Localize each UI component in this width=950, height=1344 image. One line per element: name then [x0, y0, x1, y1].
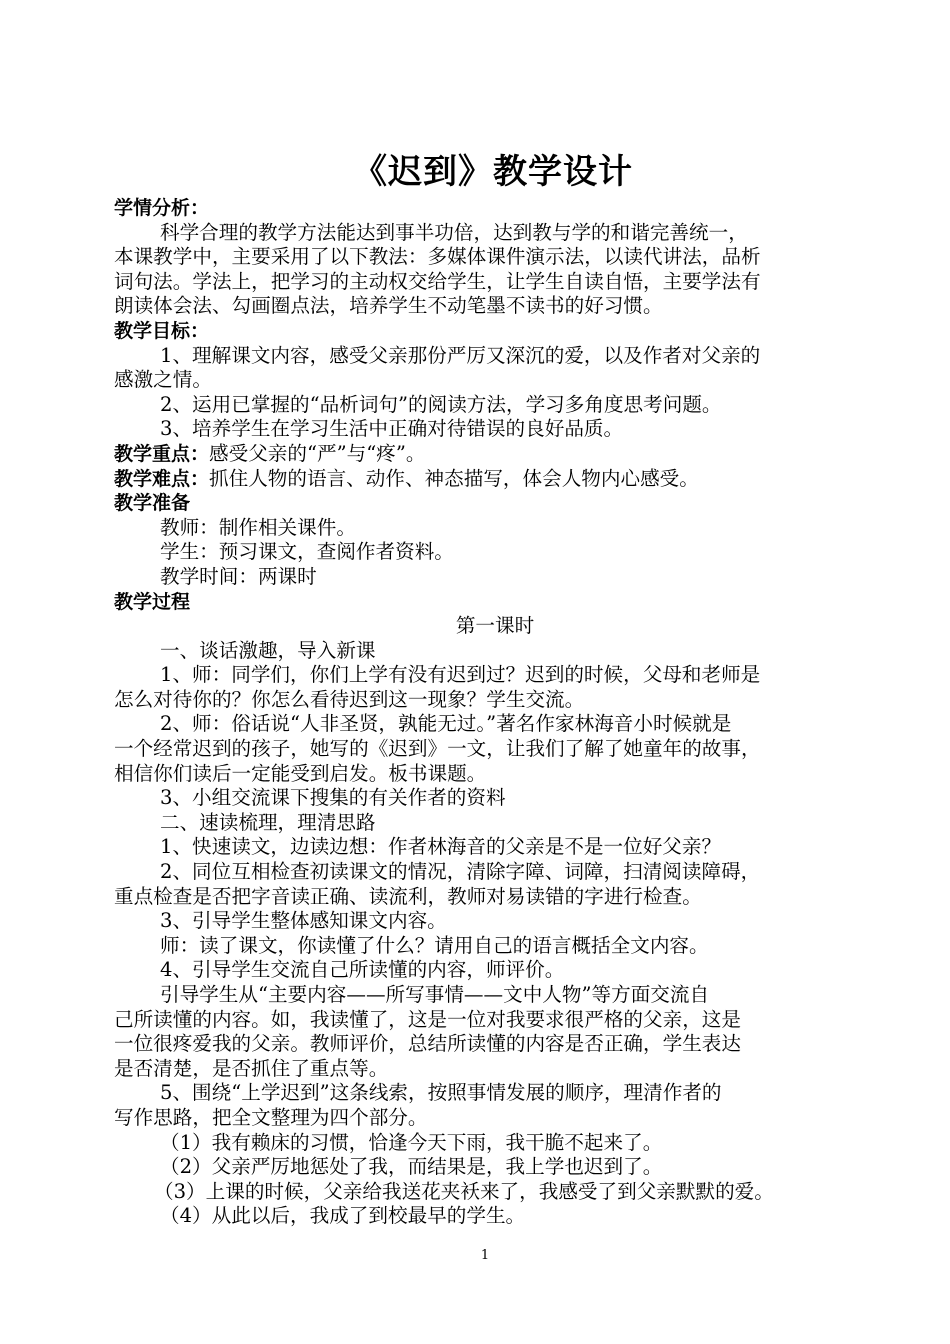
list-item: （1）我有赖床的习惯，恰逢今天下雨，我干脆不起来了。 [160, 1130, 663, 1154]
key-point-text: 感受父亲的“严”与“疼”。 [209, 441, 426, 465]
paragraph-line: 词句法。学法上，把学习的主动权交给学生，让学生自读自悟，主要学法有 [114, 269, 761, 293]
paragraph-line: 教师：制作相关课件。 [160, 515, 356, 539]
paragraph-line: 感激之情。 [114, 368, 212, 392]
paragraph-line: 一个经常迟到的孩子，她写的《迟到》一文，让我们了解了她童年的故事， [114, 737, 761, 761]
paragraph-line: 是否清楚，是否抓住了重点等。 [114, 1056, 389, 1080]
paragraph-line: 2、运用已掌握的“品析词句”的阅读方法，学习多角度思考问题。 [160, 392, 722, 416]
paragraph-line: 2、师：俗话说“人非圣贤，孰能无过。”著名作家林海音小时候就是 [160, 712, 732, 736]
paragraph-line: 3、培养学生在学习生活中正确对待错误的良好品质。 [160, 417, 624, 441]
paragraph-line: 己所读懂的内容。如，我读懂了，这是一位对我要求很严格的父亲，这是 [114, 1007, 741, 1031]
paragraph-line: 一位很疼爱我的父亲。教师评价，总结所读懂的内容是否正确，学生表达 [114, 1032, 741, 1056]
paragraph-line: 4、引导学生交流自己所读懂的内容，师评价。 [160, 958, 565, 982]
list-item: （2）父亲严厉地惩处了我，而结果是，我上学也迟到了。 [160, 1155, 663, 1179]
section-heading-goals: 教学目标： [114, 319, 210, 342]
paragraph-line: 3、引导学生整体感知课文内容。 [160, 909, 447, 933]
paragraph-line: 怎么对待你的？你怎么看待迟到这一现象？学生交流。 [114, 687, 585, 711]
paragraph-line: 学生：预习课文，查阅作者资料。 [160, 540, 454, 564]
paragraph-line: 1、理解课文内容，感受父亲那份严厉又深沉的爱，以及作者对父亲的 [160, 343, 761, 367]
paragraph-line: 1、快速读文，边读边想：作者林海音的父亲是不是一位好父亲？ [160, 835, 722, 859]
key-point-line [114, 442, 876, 467]
paragraph-line: 科学合理的教学方法能达到事半功倍，达到教与学的和谐完善统一， [160, 220, 748, 244]
list-item: （4）从此以后，我成了到校最早的学生。 [160, 1204, 526, 1228]
paragraph-line: 相信你们读后一定能受到启发。板书课题。 [114, 761, 487, 785]
paragraph-line: 重点检查是否把字音读正确、读流利，教师对易读错的字进行检查。 [114, 884, 702, 908]
section-heading-preparation: 教学准备 [114, 492, 191, 515]
lesson-subheading: 第一课时 [455, 614, 535, 638]
paragraph-line: 5、围绕“上学迟到”这条线索，按照事情发展的顺序，理清作者的 [160, 1081, 722, 1105]
section-heading-process: 教学过程 [114, 590, 191, 613]
paragraph-line: 教学时间：两课时 [160, 564, 317, 588]
paragraph-line: 1、师：同学们，你们上学有没有迟到过？迟到的时候，父母和老师是 [160, 663, 761, 687]
document-title: 《迟到》教学设计 [353, 152, 633, 192]
paragraph-line: 朗读体会法、勾画圈点法，培养学生不动笔墨不读书的好习惯。 [114, 294, 663, 318]
difficulty-line [114, 467, 876, 492]
list-item: （3）上课的时候，父亲给我送花夹袄来了，我感受了到父亲默默的爱。 [154, 1179, 774, 1203]
document-body [114, 196, 876, 1229]
paragraph-line: 二、速读梳理，理清思路 [160, 810, 376, 834]
paragraph-line: 师：读了课文，你读懂了什么？请用自己的语言概括全文内容。 [160, 933, 709, 957]
page-number: 1 [480, 1248, 490, 1263]
section-heading-analysis: 学情分析： [114, 197, 210, 219]
difficulty-label: 教学难点： [114, 467, 210, 490]
paragraph-line: 一、谈话激趣，导入新课 [160, 638, 376, 662]
paragraph-line: 本课教学中，主要采用了以下教法：多媒体课件演示法，以读代讲法，品析 [114, 245, 761, 269]
paragraph-line: 写作思路，把全文整理为四个部分。 [114, 1105, 428, 1129]
difficulty-text: 抓住人物的语言、动作、神态描写，体会人物内心感受。 [209, 466, 699, 490]
paragraph-line: 3、小组交流课下搜集的有关作者的资料 [160, 786, 506, 810]
paragraph-line: 2、同位互相检查初读课文的情况，清除字障、词障，扫清阅读障碍， [160, 860, 761, 884]
key-point-label: 教学重点： [114, 442, 210, 465]
paragraph-line: 引导学生从“主要内容——所写事情——文中人物”等方面交流自 [160, 983, 710, 1006]
